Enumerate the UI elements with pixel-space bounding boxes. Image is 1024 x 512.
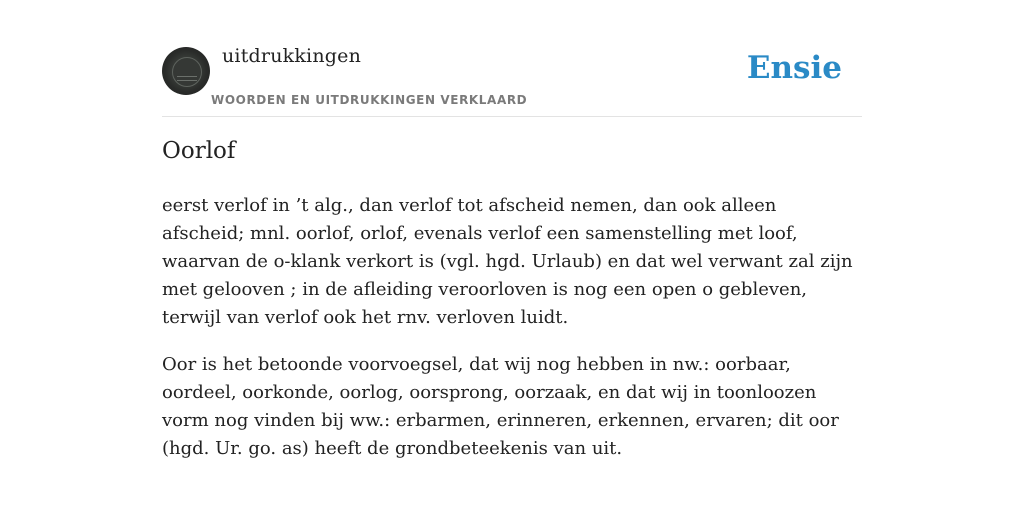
article-title: Oorlof <box>162 138 236 164</box>
blog-tagline: WOORDEN EN UITDRUKKINGEN VERKLAARD <box>211 93 528 107</box>
header <box>162 0 862 117</box>
avatar-line <box>177 80 197 81</box>
avatar-badge-icon <box>172 57 202 87</box>
blog-avatar[interactable] <box>162 47 210 95</box>
avatar-line <box>177 76 197 77</box>
article-body <box>162 192 862 482</box>
ensie-logo-link[interactable]: Ensie <box>746 50 842 86</box>
article-paragraph: eerst verlof in ’t alg., dan verlof tot afscheid nemen, dan ook alleen afscheid; mnl. oorlof, orlof, evenals verlof een samenstelling met loof, waarvan de o-klank verkort is (vgl. hgd. Urlaub) en dat wel verwant zal zijn met gelooven ; in de afleiding veroorloven is nog een open o gebleven, terwijl van verlof ook het rnv. verloven luidt. <box>162 195 853 328</box>
blog-name-link[interactable]: uitdrukkingen <box>222 45 362 67</box>
article-paragraph: Oor is het betoonde voorvoegsel, dat wij nog hebben in nw.: oorbaar, oordeel, oorkonde, oorlog, oorsprong, oorzaak, en dat wij in toonloozen vorm nog vinden bij ww.: erbarmen, erinneren, erkennen, ervaren; dit oor (hgd. Ur. go. as) heeft de grondbeteekenis van uit. <box>162 354 839 459</box>
